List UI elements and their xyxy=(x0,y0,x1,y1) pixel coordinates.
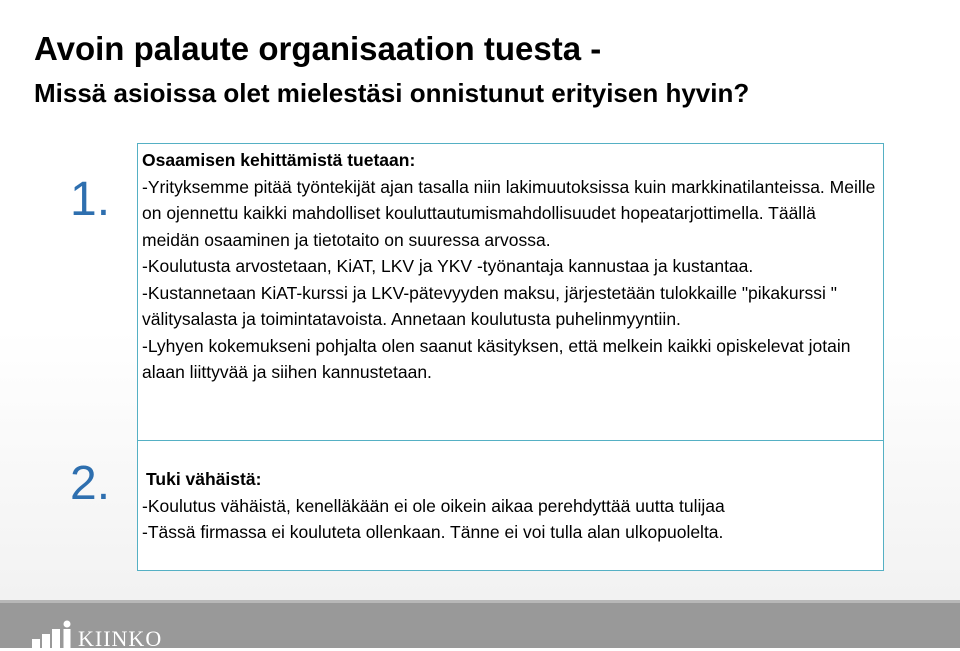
section-1-paragraph: -Koulutusta arvostetaan, KiAT, LKV ja YKV -työnantaja kannustaa ja kustantaa. xyxy=(142,256,754,276)
footer-divider xyxy=(0,600,960,603)
section-1-paragraph: -Lyhyen kokemukseni pohjalta olen saanut käsityksen, että melkein kaikki opiskelevat jotain alaan liittyvää ja siihen kannustetaan. xyxy=(142,335,851,382)
kiinko-logo-icon xyxy=(32,618,72,648)
section-number-2: 2. xyxy=(70,457,111,510)
section-2-paragraph: -Koulutus vähäistä, kenelläkään ei ole oikein aikaa perehdyttää uutta tulijaa xyxy=(142,495,725,516)
kiinko-logo xyxy=(32,618,163,651)
section-1-paragraph: -Yrityksemme pitää työntekijät ajan tasalla niin lakimuutoksissa kuin markkinatilanteissa. Meille on ojennettu kaikki mahdolliset kouluttautumismahdollisuudet hopeatarjottimella. Täällä meidän osaaminen ja tietotaito on suuressa arvossa. xyxy=(142,176,876,250)
section-2-paragraph: -Tässä firmassa ei kouluteta ollenkaan. Tänne ei voi tulla alan ulkopuolelta. xyxy=(142,522,724,542)
section-1-content xyxy=(142,147,877,386)
section-2-content xyxy=(142,466,877,546)
section-number-1: 1. xyxy=(70,173,111,226)
kiinko-logo-text: KIINKO xyxy=(78,626,163,651)
slide-title: Avoin palaute organisaation tuesta - xyxy=(34,30,602,67)
slide-subtitle: Missä asioissa olet mielestäsi onnistunut erityisen hyvin? xyxy=(34,78,750,108)
section-2-heading: Tuki vähäistä: xyxy=(146,469,262,489)
section-1-heading: Osaamisen kehittämistä tuetaan: xyxy=(142,150,416,170)
section-1-paragraph: -Kustannetaan KiAT-kurssi ja LKV-pätevyyden maksu, järjestetään tulokkaille "pikakurssi " välitysalasta ja toimintatavoista. Annetaan koulutusta puhelinmyyntiin. xyxy=(142,282,837,329)
